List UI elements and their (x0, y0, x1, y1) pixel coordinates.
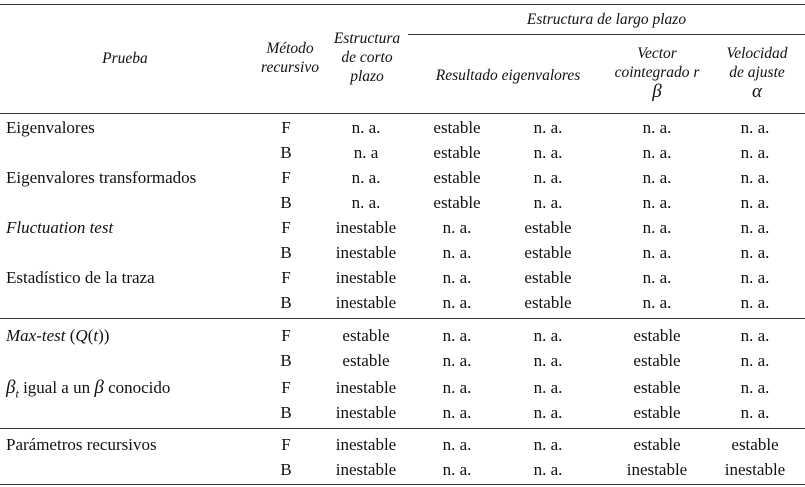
cell-res2-row-4: estable (524, 218, 572, 237)
cell-method-row-3: B (280, 193, 292, 212)
cell-method-row-0: F (281, 118, 291, 137)
cell-vector-row-6: n. a. (642, 268, 672, 287)
cell-vector-row-10: estable (633, 378, 681, 397)
cell-vector-row-4: n. a. (642, 218, 672, 237)
cell-corto-row-9: estable (342, 351, 390, 370)
header-resultado: Resultado eigenvalores (435, 67, 581, 84)
cell-method-row-1: B (280, 143, 292, 162)
top-rule (0, 4, 805, 5)
cell-vector-row-12: estable (633, 435, 681, 454)
cell-vel-row-9: n. a. (740, 351, 770, 370)
cell-corto-row-10: inestable (335, 378, 397, 397)
cell-res1-row-9: n. a. (442, 351, 472, 370)
cell-vector-row-3: n. a. (642, 193, 672, 212)
cell-res1-row-7: n. a. (442, 293, 472, 312)
cell-res2-row-8: n. a. (533, 326, 563, 345)
cell-vel-row-11: n. a. (740, 403, 770, 422)
cell-method-row-12: F (281, 435, 291, 454)
cell-vector-row-1: n. a. (642, 143, 672, 162)
row-label-eigenvalores: Eigenvalores (6, 118, 95, 137)
cell-res1-row-4: n. a. (442, 218, 472, 237)
cell-vector-row-9: estable (633, 351, 681, 370)
cell-method-row-11: B (280, 403, 292, 422)
cell-vel-row-8: n. a. (740, 326, 770, 345)
cell-vel-row-7: n. a. (740, 293, 770, 312)
cell-corto-row-3: n. a. (351, 193, 381, 212)
cell-corto-row-13: inestable (335, 460, 397, 479)
header-prueba: Prueba (102, 50, 148, 67)
cell-res2-row-10: n. a. (533, 378, 563, 397)
cell-res1-row-8: n. a. (442, 326, 472, 345)
section-rule-1 (0, 318, 805, 319)
cell-vector-row-5: n. a. (642, 243, 672, 262)
cell-res2-row-3: n. a. (533, 193, 563, 212)
cell-res1-row-3: estable (433, 193, 481, 212)
section-rule-2 (0, 428, 805, 429)
cell-vel-row-5: n. a. (740, 243, 770, 262)
cell-method-row-13: B (280, 460, 292, 479)
cell-method-row-7: B (280, 293, 292, 312)
cell-vel-row-4: n. a. (740, 218, 770, 237)
cell-vector-row-11: estable (633, 403, 681, 422)
cell-res1-row-2: estable (433, 168, 481, 187)
cell-corto-row-5: inestable (335, 243, 397, 262)
cell-method-row-5: B (280, 243, 292, 262)
row-label-eigenvalores-transformados: Eigenvalores transformados (6, 168, 197, 187)
cell-res1-row-0: estable (433, 118, 481, 137)
cell-res2-row-13: n. a. (533, 460, 563, 479)
row-label-fluctuation-test: Fluctuation test (6, 218, 114, 237)
cell-vector-row-7: n. a. (642, 293, 672, 312)
cell-method-row-2: F (281, 168, 291, 187)
cell-corto-row-2: n. a. (351, 168, 381, 187)
header-metodo: Método recursivo (261, 40, 319, 76)
header-velocidad: Velocidad de ajuste α (726, 45, 788, 102)
header-corto-plazo: Estructura de corto plazo (333, 30, 401, 85)
cell-vector-row-13: inestable (626, 460, 688, 479)
cell-res2-row-12: n. a. (533, 435, 563, 454)
row-label-parametros-recursivos: Parámetros recursivos (6, 435, 157, 454)
cell-res1-row-5: n. a. (442, 243, 472, 262)
cell-res2-row-0: n. a. (533, 118, 563, 137)
cell-res1-row-11: n. a. (442, 403, 472, 422)
cell-vel-row-2: n. a. (740, 168, 770, 187)
cell-vel-row-12: estable (731, 435, 779, 454)
cell-res2-row-6: estable (524, 268, 572, 287)
cell-res2-row-2: n. a. (533, 168, 563, 187)
cell-res1-row-6: n. a. (442, 268, 472, 287)
cell-corto-row-1: n. a (353, 143, 379, 162)
row-label-max-test: Max-test (Q(t)) (6, 326, 110, 345)
largo-plazo-rule (408, 34, 805, 35)
cell-corto-row-11: inestable (335, 403, 397, 422)
cell-vel-row-13: inestable (724, 460, 786, 479)
cell-corto-row-4: inestable (335, 218, 397, 237)
cell-res2-row-1: n. a. (533, 143, 563, 162)
cell-res2-row-11: n. a. (533, 403, 563, 422)
header-vector: Vector cointegrado r β (614, 45, 700, 102)
cell-res1-row-12: n. a. (442, 435, 472, 454)
cell-method-row-6: F (281, 268, 291, 287)
cell-res2-row-9: n. a. (533, 351, 563, 370)
cell-vector-row-8: estable (633, 326, 681, 345)
row-label-estadistico-traza: Estadístico de la traza (6, 268, 155, 287)
cell-vector-row-2: n. a. (642, 168, 672, 187)
cell-res2-row-7: estable (524, 293, 572, 312)
cell-vel-row-3: n. a. (740, 193, 770, 212)
header-largo-plazo: Estructura de largo plazo (526, 11, 687, 28)
cell-method-row-9: B (280, 351, 292, 370)
cell-res2-row-5: estable (524, 243, 572, 262)
cell-corto-row-0: n. a. (351, 118, 381, 137)
cell-res1-row-1: estable (433, 143, 481, 162)
cell-corto-row-7: inestable (335, 293, 397, 312)
header-rule (0, 113, 805, 114)
cell-vel-row-0: n. a. (740, 118, 770, 137)
cell-vel-row-1: n. a. (740, 143, 770, 162)
cell-res1-row-13: n. a. (442, 460, 472, 479)
cell-vector-row-0: n. a. (642, 118, 672, 137)
cell-res1-row-10: n. a. (442, 378, 472, 397)
cell-method-row-10: F (281, 378, 291, 397)
cell-corto-row-8: estable (342, 326, 390, 345)
row-label-beta-conocido: $\beta_t$ igual a un β conocido (6, 377, 171, 401)
cell-vel-row-10: n. a. (740, 378, 770, 397)
bottom-rule (0, 484, 805, 485)
cell-corto-row-12: inestable (335, 435, 397, 454)
cell-method-row-4: F (281, 218, 291, 237)
cell-method-row-8: F (281, 326, 291, 345)
cell-vel-row-6: n. a. (740, 268, 770, 287)
cell-corto-row-6: inestable (335, 268, 397, 287)
